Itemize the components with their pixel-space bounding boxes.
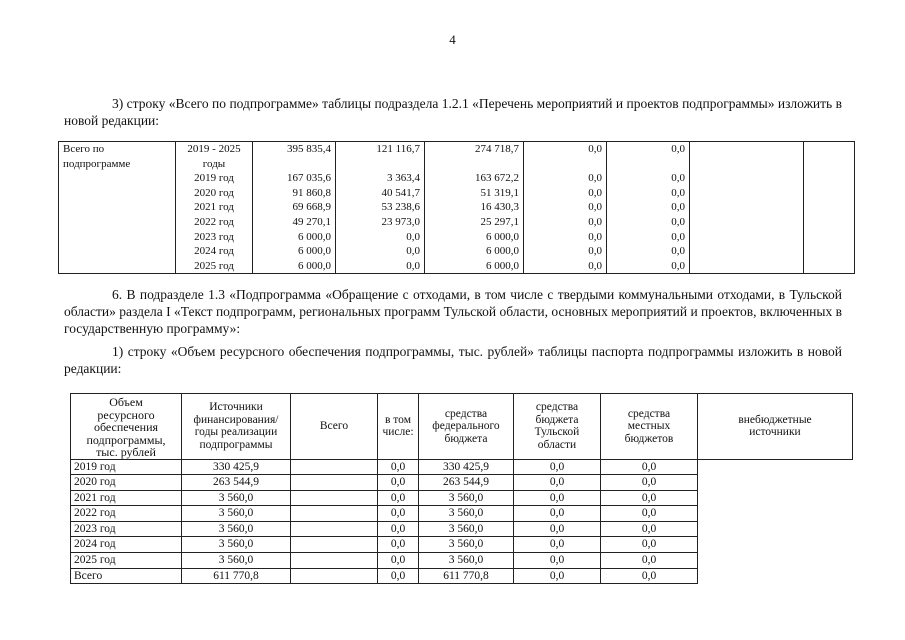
cell-line: 0,0	[588, 230, 602, 243]
table-row	[71, 568, 853, 584]
cell-line: 0,0	[406, 259, 420, 272]
header-federal	[419, 394, 514, 460]
resource-label-line: подпрограммы,	[86, 432, 166, 447]
header-line: внебюджетные	[738, 413, 812, 426]
cell-line: 6 000,0	[298, 230, 331, 243]
cell-line: 0,0	[588, 143, 602, 155]
cell-label: 2024 год	[71, 537, 182, 553]
cell-line: 0,0	[671, 259, 685, 272]
cell-line: 6 000,0	[486, 230, 519, 243]
header-line: средства	[535, 401, 579, 414]
paragraph-1-passport-row: 1) строку «Объем ресурсного обеспечения подпрограммы, тыс. рублей» таблицы паспорта подпрограммы изложить в новой редакции:	[64, 344, 842, 376]
header-line: годы реализации	[194, 426, 278, 439]
cell-line: 2022 год	[194, 215, 234, 228]
paragraph-3-table-row: 3) строку «Всего по подпрограмме» таблицы подраздела 1.2.1 «Перечень мероприятий и проектов подпрограммы» изложить в новой редакции:	[64, 96, 842, 128]
cell-line: 0,0	[588, 259, 602, 272]
cell-line: 3 363,4	[387, 172, 420, 185]
cell-line: 2023 год	[194, 230, 234, 243]
table-row	[71, 553, 853, 569]
cell-line	[611, 157, 685, 172]
header-total	[291, 394, 378, 460]
cell-line: 23 973,0	[381, 215, 420, 228]
cell-line: 121 116,7	[376, 143, 420, 155]
cell-line: 6 000,0	[298, 245, 331, 258]
cell-label: 2019 год	[71, 459, 182, 475]
table-row	[71, 521, 853, 537]
header-line: средства	[444, 407, 488, 420]
cell-line: 0,0	[671, 230, 685, 243]
cell-line	[340, 157, 420, 172]
header-line: числе:	[382, 426, 414, 439]
cell-fed: 0,0	[378, 537, 419, 553]
cell-line: 0,0	[406, 245, 420, 258]
cell-reg: 3 560,0	[419, 506, 514, 522]
cell-ext: 0,0	[601, 506, 698, 522]
cell-line: 0,0	[588, 245, 602, 258]
header-line: области	[537, 438, 577, 451]
cell-label: 2023 год	[71, 521, 182, 537]
label-line: подпрограмме	[63, 157, 131, 170]
resource-label-line: обеспечения	[93, 420, 159, 434]
cell-loc: 0,0	[514, 506, 601, 522]
header-line: в том	[385, 413, 411, 426]
cell-line: 6 000,0	[486, 259, 519, 272]
cell-line: 0,0	[671, 186, 685, 199]
cell-loc: 0,0	[514, 459, 601, 475]
resource-label-cell	[71, 394, 182, 460]
cell-label: 2025 год	[71, 553, 182, 569]
header-including	[378, 394, 419, 460]
cell-ext: 0,0	[601, 568, 698, 584]
col-b-cell	[336, 142, 425, 274]
cell-line: 2019 год	[194, 172, 234, 185]
cell-loc: 0,0	[514, 537, 601, 553]
empty-cell	[291, 506, 378, 522]
cell-line: 91 860,8	[292, 186, 331, 199]
header-line: Источники	[209, 401, 263, 414]
cell-line: 0,0	[588, 201, 602, 214]
cell-fed: 0,0	[378, 475, 419, 491]
label-cell	[59, 142, 176, 274]
resource-table	[70, 393, 853, 584]
header-row	[71, 394, 853, 460]
header-local	[601, 394, 698, 460]
cell-line: годы	[202, 157, 226, 170]
cell-line: 0,0	[671, 143, 685, 155]
cell-line: 69 668,9	[292, 201, 331, 214]
cell-fed: 0,0	[378, 568, 419, 584]
cell-fed: 0,0	[378, 521, 419, 537]
cell-line	[429, 157, 519, 172]
subprogram-total-table	[58, 141, 855, 274]
table-row	[71, 459, 853, 475]
cell-label: 2020 год	[71, 475, 182, 491]
header-line: федерального	[432, 420, 500, 432]
cell-line: 2021 год	[194, 201, 234, 214]
empty-cell	[291, 537, 378, 553]
cell-line: 49 270,1	[292, 215, 331, 228]
cell-loc: 0,0	[514, 490, 601, 506]
resource-label-line: Объем	[109, 395, 143, 409]
cell-total: 3 560,0	[182, 490, 291, 506]
cell-line: 6 000,0	[298, 259, 331, 272]
cell-total: 330 425,9	[182, 459, 291, 475]
empty-cell	[690, 142, 804, 274]
cell-line: 167 035,6	[287, 172, 331, 185]
col-d-cell	[524, 142, 607, 274]
cell-loc: 0,0	[514, 568, 601, 584]
cell-line: 16 430,3	[480, 201, 519, 214]
cell-reg: 3 560,0	[419, 490, 514, 506]
header-line: местных	[627, 420, 671, 432]
header-extrabudget	[698, 394, 853, 460]
empty-cell	[291, 459, 378, 475]
table-row	[71, 475, 853, 491]
cell-loc: 0,0	[514, 521, 601, 537]
cell-reg: 330 425,9	[419, 459, 514, 475]
col-e-cell	[607, 142, 690, 274]
resource-label-line: ресурсного	[97, 407, 155, 422]
cell-line: 25 297,1	[480, 215, 519, 228]
cell-total: 263 544,9	[182, 475, 291, 491]
cell-line: 0,0	[588, 215, 602, 228]
cell-loc: 0,0	[514, 475, 601, 491]
cell-reg: 3 560,0	[419, 521, 514, 537]
cell-line: 0,0	[671, 245, 685, 258]
empty-cell	[804, 142, 855, 274]
cell-total: 3 560,0	[182, 521, 291, 537]
cell-line: 0,0	[406, 230, 420, 243]
table-row	[71, 537, 853, 553]
cell-ext: 0,0	[601, 490, 698, 506]
cell-ext: 0,0	[601, 521, 698, 537]
cell-ext: 0,0	[601, 459, 698, 475]
cell-fed: 0,0	[378, 553, 419, 569]
cell-ext: 0,0	[601, 553, 698, 569]
cell-line	[257, 157, 331, 172]
cell-reg: 3 560,0	[419, 553, 514, 569]
cell-line: 2019 - 2025	[187, 143, 241, 155]
table-row	[59, 142, 855, 274]
cell-line: 274 718,7	[475, 143, 519, 155]
cell-line: 2024 год	[194, 245, 234, 258]
cell-reg: 263 544,9	[419, 475, 514, 491]
cell-total: 3 560,0	[182, 506, 291, 522]
cell-line: 6 000,0	[486, 245, 519, 258]
empty-cell	[291, 568, 378, 584]
col-c-cell	[425, 142, 524, 274]
cell-line: 0,0	[588, 186, 602, 199]
cell-line: 40 541,7	[381, 186, 420, 199]
cell-line: 53 238,6	[381, 201, 420, 214]
cell-line: 2025 год	[194, 259, 234, 272]
cell-label: Всего	[71, 568, 182, 584]
cell-line	[528, 157, 602, 172]
cell-total: 3 560,0	[182, 553, 291, 569]
empty-cell	[291, 490, 378, 506]
cell-loc: 0,0	[514, 553, 601, 569]
cell-line: 0,0	[671, 215, 685, 228]
cell-reg: 611 770,8	[419, 568, 514, 584]
cell-fed: 0,0	[378, 490, 419, 506]
cell-ext: 0,0	[601, 475, 698, 491]
years-cell	[176, 142, 253, 274]
cell-label: 2022 год	[71, 506, 182, 522]
page-number: 4	[449, 32, 456, 47]
header-line: источники	[749, 426, 801, 439]
label-line: Всего по	[63, 143, 105, 155]
cell-total: 3 560,0	[182, 537, 291, 553]
resource-label-line: тыс. рублей	[96, 445, 156, 459]
cell-ext: 0,0	[601, 537, 698, 553]
cell-line: 0,0	[671, 172, 685, 185]
header-line: бюджета	[535, 413, 579, 426]
paragraph-6: 6. В подразделе 1.3 «Подпрограмма «Обращение с отходами, в том числе с твердыми коммунальными отходами, в Тульской области» раздела I «Текст подпрограмм, региональных программ Тульской области, основных мероприятий и проектов, включенных в государственную программу»:	[64, 287, 842, 336]
cell-fed: 0,0	[378, 459, 419, 475]
cell-total: 611 770,8	[182, 568, 291, 584]
cell-line: 51 319,1	[480, 186, 519, 199]
cell-line: 0,0	[671, 201, 685, 214]
header-regional	[514, 394, 601, 460]
cell-line: 2020 год	[194, 186, 234, 199]
cell-fed: 0,0	[378, 506, 419, 522]
empty-cell	[291, 475, 378, 491]
header-line: Тульской	[534, 426, 580, 439]
table-row	[71, 490, 853, 506]
cell-reg: 3 560,0	[419, 537, 514, 553]
header-line: бюджетов	[624, 432, 674, 445]
header-line: средства	[627, 407, 671, 420]
total-cell	[253, 142, 336, 274]
cell-label: 2021 год	[71, 490, 182, 506]
table-row	[71, 506, 853, 522]
header-line: Всего	[319, 420, 349, 432]
header-sources	[182, 394, 291, 460]
header-line: бюджета	[444, 432, 488, 445]
cell-line: 0,0	[588, 172, 602, 185]
cell-line: 163 672,2	[475, 172, 519, 185]
empty-cell	[291, 521, 378, 537]
header-line: подпрограммы	[199, 438, 273, 451]
cell-line: 395 835,4	[287, 143, 331, 155]
empty-cell	[291, 553, 378, 569]
header-line: финансирования/	[193, 413, 279, 426]
